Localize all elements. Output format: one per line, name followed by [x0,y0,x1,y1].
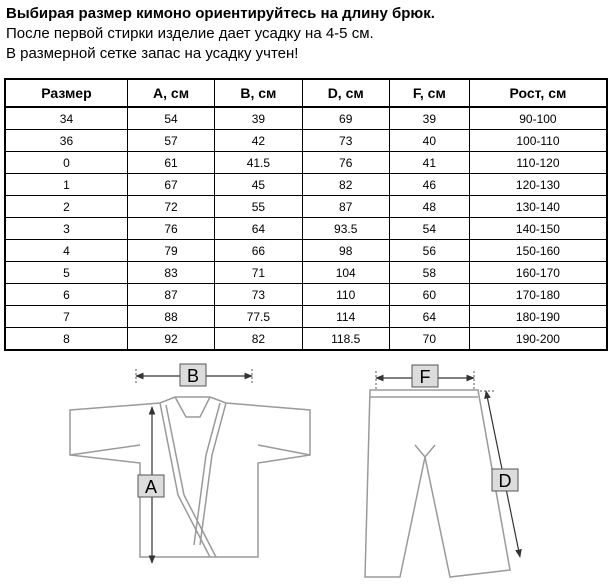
cell-a: 54 [127,107,214,130]
table-body [5,107,607,350]
table-row [5,262,607,284]
pants-width-label: F [419,367,431,387]
col-header-height: Рост, см [469,79,607,107]
table-row [5,306,607,328]
table-row [5,284,607,306]
cell-height: 160-170 [469,262,607,284]
cell-height: 140-150 [469,218,607,240]
cell-d: 87 [302,196,389,218]
cell-height: 180-190 [469,306,607,328]
cell-size: 7 [5,306,127,328]
cell-height: 120-130 [469,174,607,196]
cell-height: 110-120 [469,152,607,174]
cell-height: 170-180 [469,284,607,306]
header-note-allowance: В размерной сетке запас на усадку учтен! [6,45,299,62]
cell-b: 73 [215,284,302,306]
table-row [5,152,607,174]
cell-height: 150-160 [469,240,607,262]
col-header-b: B, см [215,79,302,107]
cell-height: 130-140 [469,196,607,218]
jacket-width-label: B [186,366,200,386]
table-row [5,240,607,262]
cell-b: 41.5 [215,152,302,174]
cell-f: 70 [389,328,469,351]
table-row [5,218,607,240]
cell-f: 56 [389,240,469,262]
cell-f: 60 [389,284,469,306]
cell-b: 64 [215,218,302,240]
cell-d: 110 [302,284,389,306]
cell-f: 54 [389,218,469,240]
cell-a: 76 [127,218,214,240]
jacket-length-label: A [144,477,158,497]
cell-f: 58 [389,262,469,284]
cell-b: 77.5 [215,306,302,328]
cell-d: 82 [302,174,389,196]
size-table [4,78,608,351]
header-title: Выбирая размер кимоно ориентируйтесь на длину брюк. [6,5,435,22]
cell-size: 3 [5,218,127,240]
cell-size: 2 [5,196,127,218]
header-note-shrinkage: После первой стирки изделие дает усадку на 4-5 см. [6,25,374,42]
cell-a: 83 [127,262,214,284]
cell-size: 34 [5,107,127,130]
cell-b: 55 [215,196,302,218]
cell-f: 64 [389,306,469,328]
cell-b: 39 [215,107,302,130]
table-row [5,196,607,218]
cell-f: 40 [389,130,469,152]
cell-b: 66 [215,240,302,262]
cell-height: 100-110 [469,130,607,152]
pants-length-label: D [498,471,512,491]
cell-d: 93.5 [302,218,389,240]
cell-size: 6 [5,284,127,306]
cell-f: 48 [389,196,469,218]
cell-b: 45 [215,174,302,196]
kimono-diagram [0,345,611,587]
cell-b: 42 [215,130,302,152]
cell-a: 92 [127,328,214,351]
cell-a: 57 [127,130,214,152]
cell-size: 0 [5,152,127,174]
cell-height: 190-200 [469,328,607,351]
cell-a: 67 [127,174,214,196]
cell-d: 114 [302,306,389,328]
cell-d: 73 [302,130,389,152]
header [6,4,606,64]
col-header-f: F, см [389,79,469,107]
cell-f: 46 [389,174,469,196]
cell-a: 61 [127,152,214,174]
cell-f: 41 [389,152,469,174]
cell-d: 98 [302,240,389,262]
pants-outline [365,390,510,577]
table-row [5,130,607,152]
cell-size: 36 [5,130,127,152]
cell-d: 104 [302,262,389,284]
jacket-outline [70,397,310,557]
cell-f: 39 [389,107,469,130]
cell-a: 72 [127,196,214,218]
table-row [5,174,607,196]
cell-d: 69 [302,107,389,130]
cell-d: 118.5 [302,328,389,351]
cell-b: 71 [215,262,302,284]
table-row [5,107,607,130]
cell-size: 1 [5,174,127,196]
table-header-row [5,79,607,107]
cell-height: 90-100 [469,107,607,130]
cell-a: 87 [127,284,214,306]
col-header-a: A, см [127,79,214,107]
cell-size: 8 [5,328,127,351]
cell-a: 88 [127,306,214,328]
cell-b: 82 [215,328,302,351]
col-header-d: D, см [302,79,389,107]
cell-size: 5 [5,262,127,284]
cell-size: 4 [5,240,127,262]
cell-a: 79 [127,240,214,262]
col-header-size: Размер [5,79,127,107]
cell-d: 76 [302,152,389,174]
